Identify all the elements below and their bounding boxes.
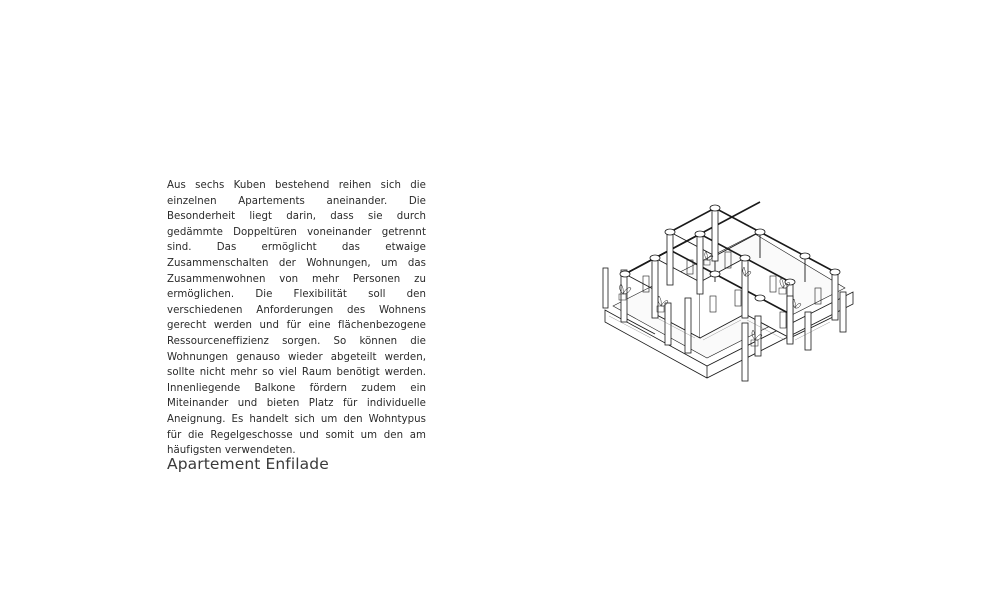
description-paragraph: Aus sechs Kuben bestehend reihen sich die einzelnen Apartements aneinander. Die Besonderheit liegt darin, dass sie durch gedämmte Doppeltüren voneinander getrennt sind. Das ermöglicht das etwaige Zusammenschalten der Wohnungen, um das Zusammenwohnen von mehr Personen zu ermöglichen. Die Flexibilität soll den verschiedenen Anforderungen des Wohnens gerecht werden und für eine flächenbezogene Ressourceneffizienz sorgen. So können die Wohnungen genauso wieder abgeteilt werden, sollte nicht mehr so viel Raum benötigt werden. Innenliegende Balkone fördern zudem ein Miteinander und bieten Platz für individuelle Aneignung. Es handelt sich um den Wohntypus für die Regelgeschosse und somit um den am häufigsten verwendeten. <box>167 180 426 457</box>
isometric-apartment-illustration <box>595 198 860 393</box>
isometric-drawing <box>595 198 860 393</box>
page-title: Apartement Enfilade <box>167 455 329 473</box>
